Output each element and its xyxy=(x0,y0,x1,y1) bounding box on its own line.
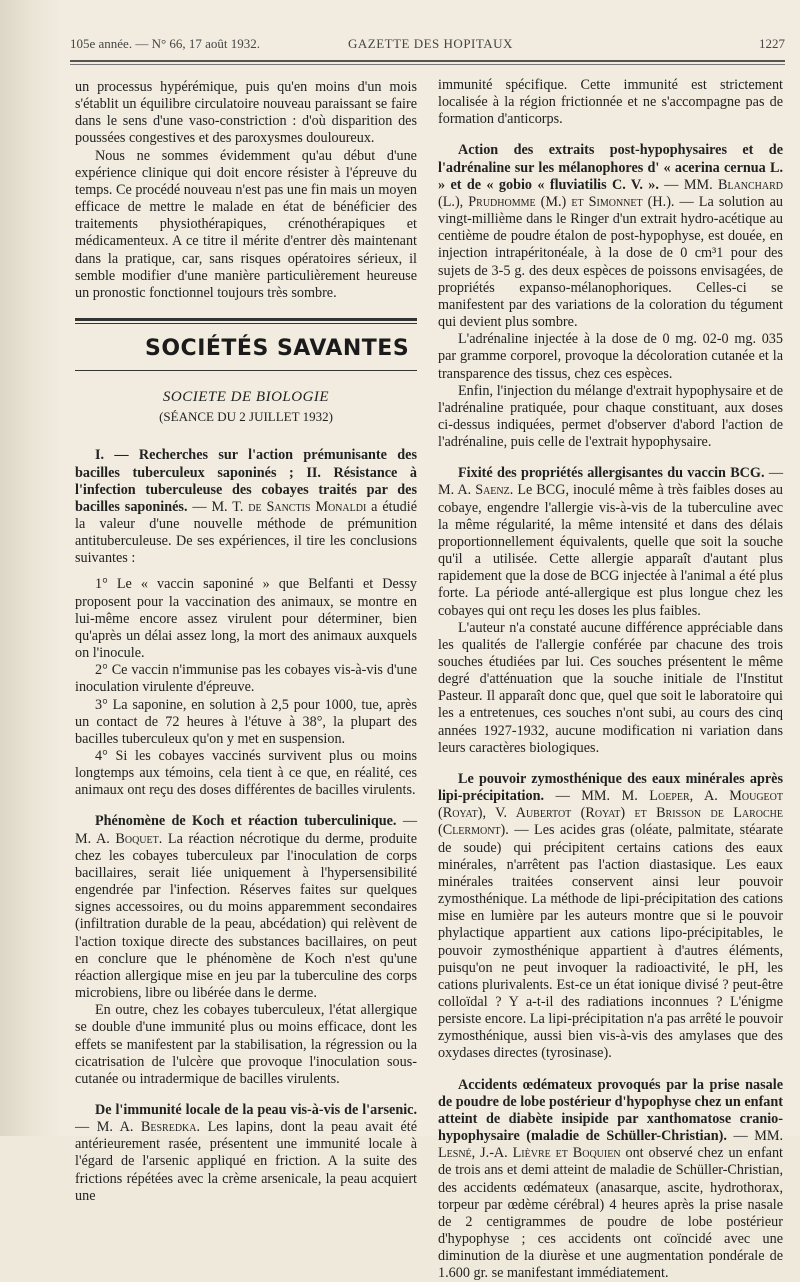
article-text: ont observé chez un enfant de trois ans et demi atteint de maladie de Schüller-Christian, des accidents œdémateux (anasarque, ascite, hydrothorax, torpeur par œdème cérébral) 4 heures après la prise nasale de 2 centigrammes de poudre de lobe postérieur d'hypophyse ; ces accidents ont coïncidé avec une diminution de la diurèse et une augmentation pondérale de 1.600 gr. se manifestant immédiatement. xyxy=(438,1145,784,1282)
article xyxy=(75,1102,417,1205)
paragraph: immunité spécifique. Cette immunité est strictement localisée à la région frictionnée et ne s'accompagne pas de formation d'anticorps. xyxy=(438,77,783,128)
article-authors: — MM. Blanchard (L.), Prudhomme (M.) et Simonnet (H.). xyxy=(438,176,784,210)
article-text: La réaction nécrotique du derme, produite chez les cobayes tuberculeux par l'inoculation de corps bacillaires, serait liée uniquement à l'hypersensibilité engendrée par l'infection. Réserves faites sur quelques signes accessoires, ou du moins apparemment secondaires (infiltration durable de la peau, abcédation) qui relèvent de l'action toxique directe des substances bacillaires, on peut en conclure que le phénomène de Koch n'est qu'une réaction allergique mise en jeu par la tuberculine des corps microbiens, libre ou libérée dans le derme. xyxy=(75,830,417,1002)
header-rule-thin xyxy=(70,64,785,65)
article xyxy=(438,1077,783,1282)
paragraph: En outre, chez les cobayes tuberculeux, l'état allergique se double d'une immunité plus ou moins efficace, dont les effets se manifestent par la stabilisation, la régression ou la cicatrisation de l'ulcère que provoque l'inoculation sous-cutanée ou intradermique de bacilles virulents. xyxy=(75,1002,417,1087)
conclusion-item: 2° Ce vaccin n'immunise pas les cobayes vis-à-vis d'une inoculation virulente d'épreuve. xyxy=(75,662,417,696)
section-title: SOCIÉTÉS SAVANTES xyxy=(145,336,410,362)
article-text: Les lapins, dont la peau avait été antérieurement rasée, présentent une immunité locale à l'égard de l'arsenic appliqué en friction. A la suite des frictions répétées avec la crème arsenicale, la peau acquiert une xyxy=(75,1119,418,1204)
article-text: — La solution au vingt-millième dans le Ringer d'un extrait hydro-acétique au centième de poudre étalon de post-hypophyse, est douée, en injection intrapéritonéale, à la dose de 0 cm³1 pour des sujets de 3-5 g. des deux espèces de poissons envisagées, de propriétés expanso-mélanophoriques. Celles-ci se manifestent par des variations de la coloration du tégument qui devient plus sombre. xyxy=(438,193,783,331)
section-rule xyxy=(75,318,417,324)
issue-info: 105e année. — N° 66, 17 août 1932. xyxy=(70,36,261,51)
article-text: a étudié la valeur d'une nouvelle méthode de prémunition antituberculeuse. De ses expériences, il tire les conclusions suivantes : xyxy=(75,498,417,567)
header-rule xyxy=(70,60,785,62)
session-date: (SÉANCE DU 2 JUILLET 1932) xyxy=(159,409,333,425)
article-text: — Les acides gras (oléate, palmitate, stéarate de soude) qui précipitent certains cations des eaux minérales, n'arrêtent pas l'action diastasique. Les eaux minérales traitées conservent ainsi leur pouvoir zymosthénique. La méthode de lipi-précipitation des cations mise en lumière par les auteurs montre que si le pouvoir phylactique appartient aux cations lipo-précipitables, le pouvoir zymosthénique appartient à d'autres éléments, puisqu'on ne peut invoquer la radioactivité, le pH, les cations plurivalents. Est-ce un état ionique divisé ? peut-être colloïdal ? Y a-t-il des radiations inconnues ? L'énigme persiste encore. La lipi-précipitation n'a pas arrêté le pouvoir zymosthénique, aussi bien vis-à-vis des amylases que des oxydases directes (tyrosinase). xyxy=(438,822,783,1062)
article-title: Phénomène de Koch et réaction tuberculinique. xyxy=(95,813,397,830)
article-title: Accidents œdémateux provoqués par la prise nasale de poudre de lobe postérieur d'hypophyse chez un enfant atteint de diabète insipide par xanthomatose cranio-hypophysaire (maladie de Schüller-Christian). xyxy=(438,1076,783,1145)
article xyxy=(438,142,783,331)
article xyxy=(438,465,783,619)
article-authors: — MM. Lesné, J.-A. Lièvre et Boquien xyxy=(438,1128,783,1162)
article-title: De l'immunité locale de la peau vis-à-vis de l'arsenic. xyxy=(95,1101,417,1118)
article-title: Le pouvoir zymosthénique des eaux minérales après lipi-précipitation. xyxy=(438,770,783,805)
page-number: 1227 xyxy=(759,36,785,51)
article xyxy=(75,447,417,567)
paragraph: Nous ne sommes évidemment qu'au début d'une expérience clinique qui doit encore résister à l'épreuve du temps. Ce procédé nouveau n'est pas une fin mais un moyen efficace de mettre le malade en état de bénéficier des traitements physiothérapiques, crénothérapiques et médicamenteux. A ce titre il mérite d'entrer dès maintenant dans la pratique, car, sans risques opératoires sérieux, il semble modifier d'une manière particulièrement heureuse un pronostic fonctionnel toujours très sombre. xyxy=(75,147,417,301)
journal-title: GAZETTE DES HOPITAUX xyxy=(348,36,513,51)
right-column xyxy=(438,77,783,1282)
article-authors: — M. A. Besredka. xyxy=(75,1119,201,1136)
article xyxy=(75,813,417,1002)
article-authors: — M. A. Boquet. xyxy=(75,813,417,847)
paragraph: un processus hypérémique, puis qu'en moins d'un mois s'établit un équilibre circulatoire nouveau paraissant se faire dans le sens d'une vaso-constriction : d'où disparition des poussées congestives et des paroxysmes douloureux. xyxy=(75,79,417,147)
article-title: Fixité des propriétés allergisantes du vaccin BCG. xyxy=(458,465,765,482)
paragraph: Enfin, l'injection du mélange d'extrait hypophysaire et de l'adrénaline pratiquée, pour chaque constituant, aux doses ci-dessus indiquées, permet d'observer d'abord l'action de l'adrénaline, puis celle de l'extrait hypophysaire. xyxy=(438,382,783,451)
article-title: I. — Recherches sur l'action prémunisante des bacilles tuberculeux saponinés ; II. Résistance à l'infection tuberculeuse des cobayes traités par des bacilles saponinés. xyxy=(75,447,417,515)
conclusion-item: 3° La saponine, en solution à 2,5 pour 1000, tue, après un contact de 72 heures à l'étuve à 38°, la plupart des bacilles tuberculeux qu'on y met en suspension. xyxy=(75,696,417,747)
article xyxy=(438,771,783,1063)
page-header xyxy=(70,36,785,58)
article-authors: — M. T. de Sanctis Monaldi xyxy=(192,498,367,515)
society-title: SOCIETE DE BIOLOGIE xyxy=(162,389,330,406)
conclusion-item: 1° Le « vaccin saponiné » que Belfanti et Dessy proposent pour la vaccination des animaux, se montre en lui-même encore assez virulent pour déterminer, bien qu'après un délai assez long, la mort des animaux auxquels on l'inocule. xyxy=(75,576,417,662)
left-column xyxy=(75,79,417,1205)
paragraph: L'auteur n'a constaté aucune différence appréciable dans les qualités de l'allergie conférée par chacune des trois souches étudiées par lui. Ces souches présentent le même degré d'atténuation que la souche initiale de l'Institut Pasteur. Il apparaît donc que, quel que soit le laboratoire qui les a entretenues, ces souches n'ont subi, au cours des cinq années 1927-1932, aucune modification ni variation dans leurs caractères biologiques. xyxy=(438,619,783,756)
conclusion-item: 4° Si les cobayes vaccinés survivent plus ou moins longtemps aux témoins, cela tient à ce que, en réalité, ces animaux ont reçu des doses différentes de bacilles virulents. xyxy=(75,748,417,799)
article-authors: — M. A. Saenz. xyxy=(438,465,784,499)
article-authors: — MM. M. Loeper, A. Mougeot (Royat), V. Aubertot (Royat) et Brisson de Laroche (Clermont). xyxy=(438,788,783,839)
paragraph: L'adrénaline injectée à la dose de 0 mg. 02-0 mg. 035 par gramme corporel, provoque la décoloration cutanée et la transparence des tissus, chez ces espèces. xyxy=(438,331,783,382)
article-text: Le BCG, inoculé même à très faibles doses au cobaye, engendre l'allergie vis-à-vis de la tuberculine avec la même régularité, la même intensité et dans des délais proportionnellement équivalents, quelle que soit la souche qu'il a utilisée. Cette allergie apparaît d'autant plus rapidement que la dose de BCG injectée à l'animal a été plus forte. La période anté-allergique est plus longue chez les cobayes qui ont reçu les doses les plus faibles. xyxy=(438,482,784,619)
section-rule-bottom xyxy=(75,370,417,371)
article-title: Action des extraits post-hypophysaires et de l'adrénaline sur les mélanophores d' « acerina cernua L. » et de « gobio « fluviatilis C. V. ». xyxy=(438,142,783,193)
